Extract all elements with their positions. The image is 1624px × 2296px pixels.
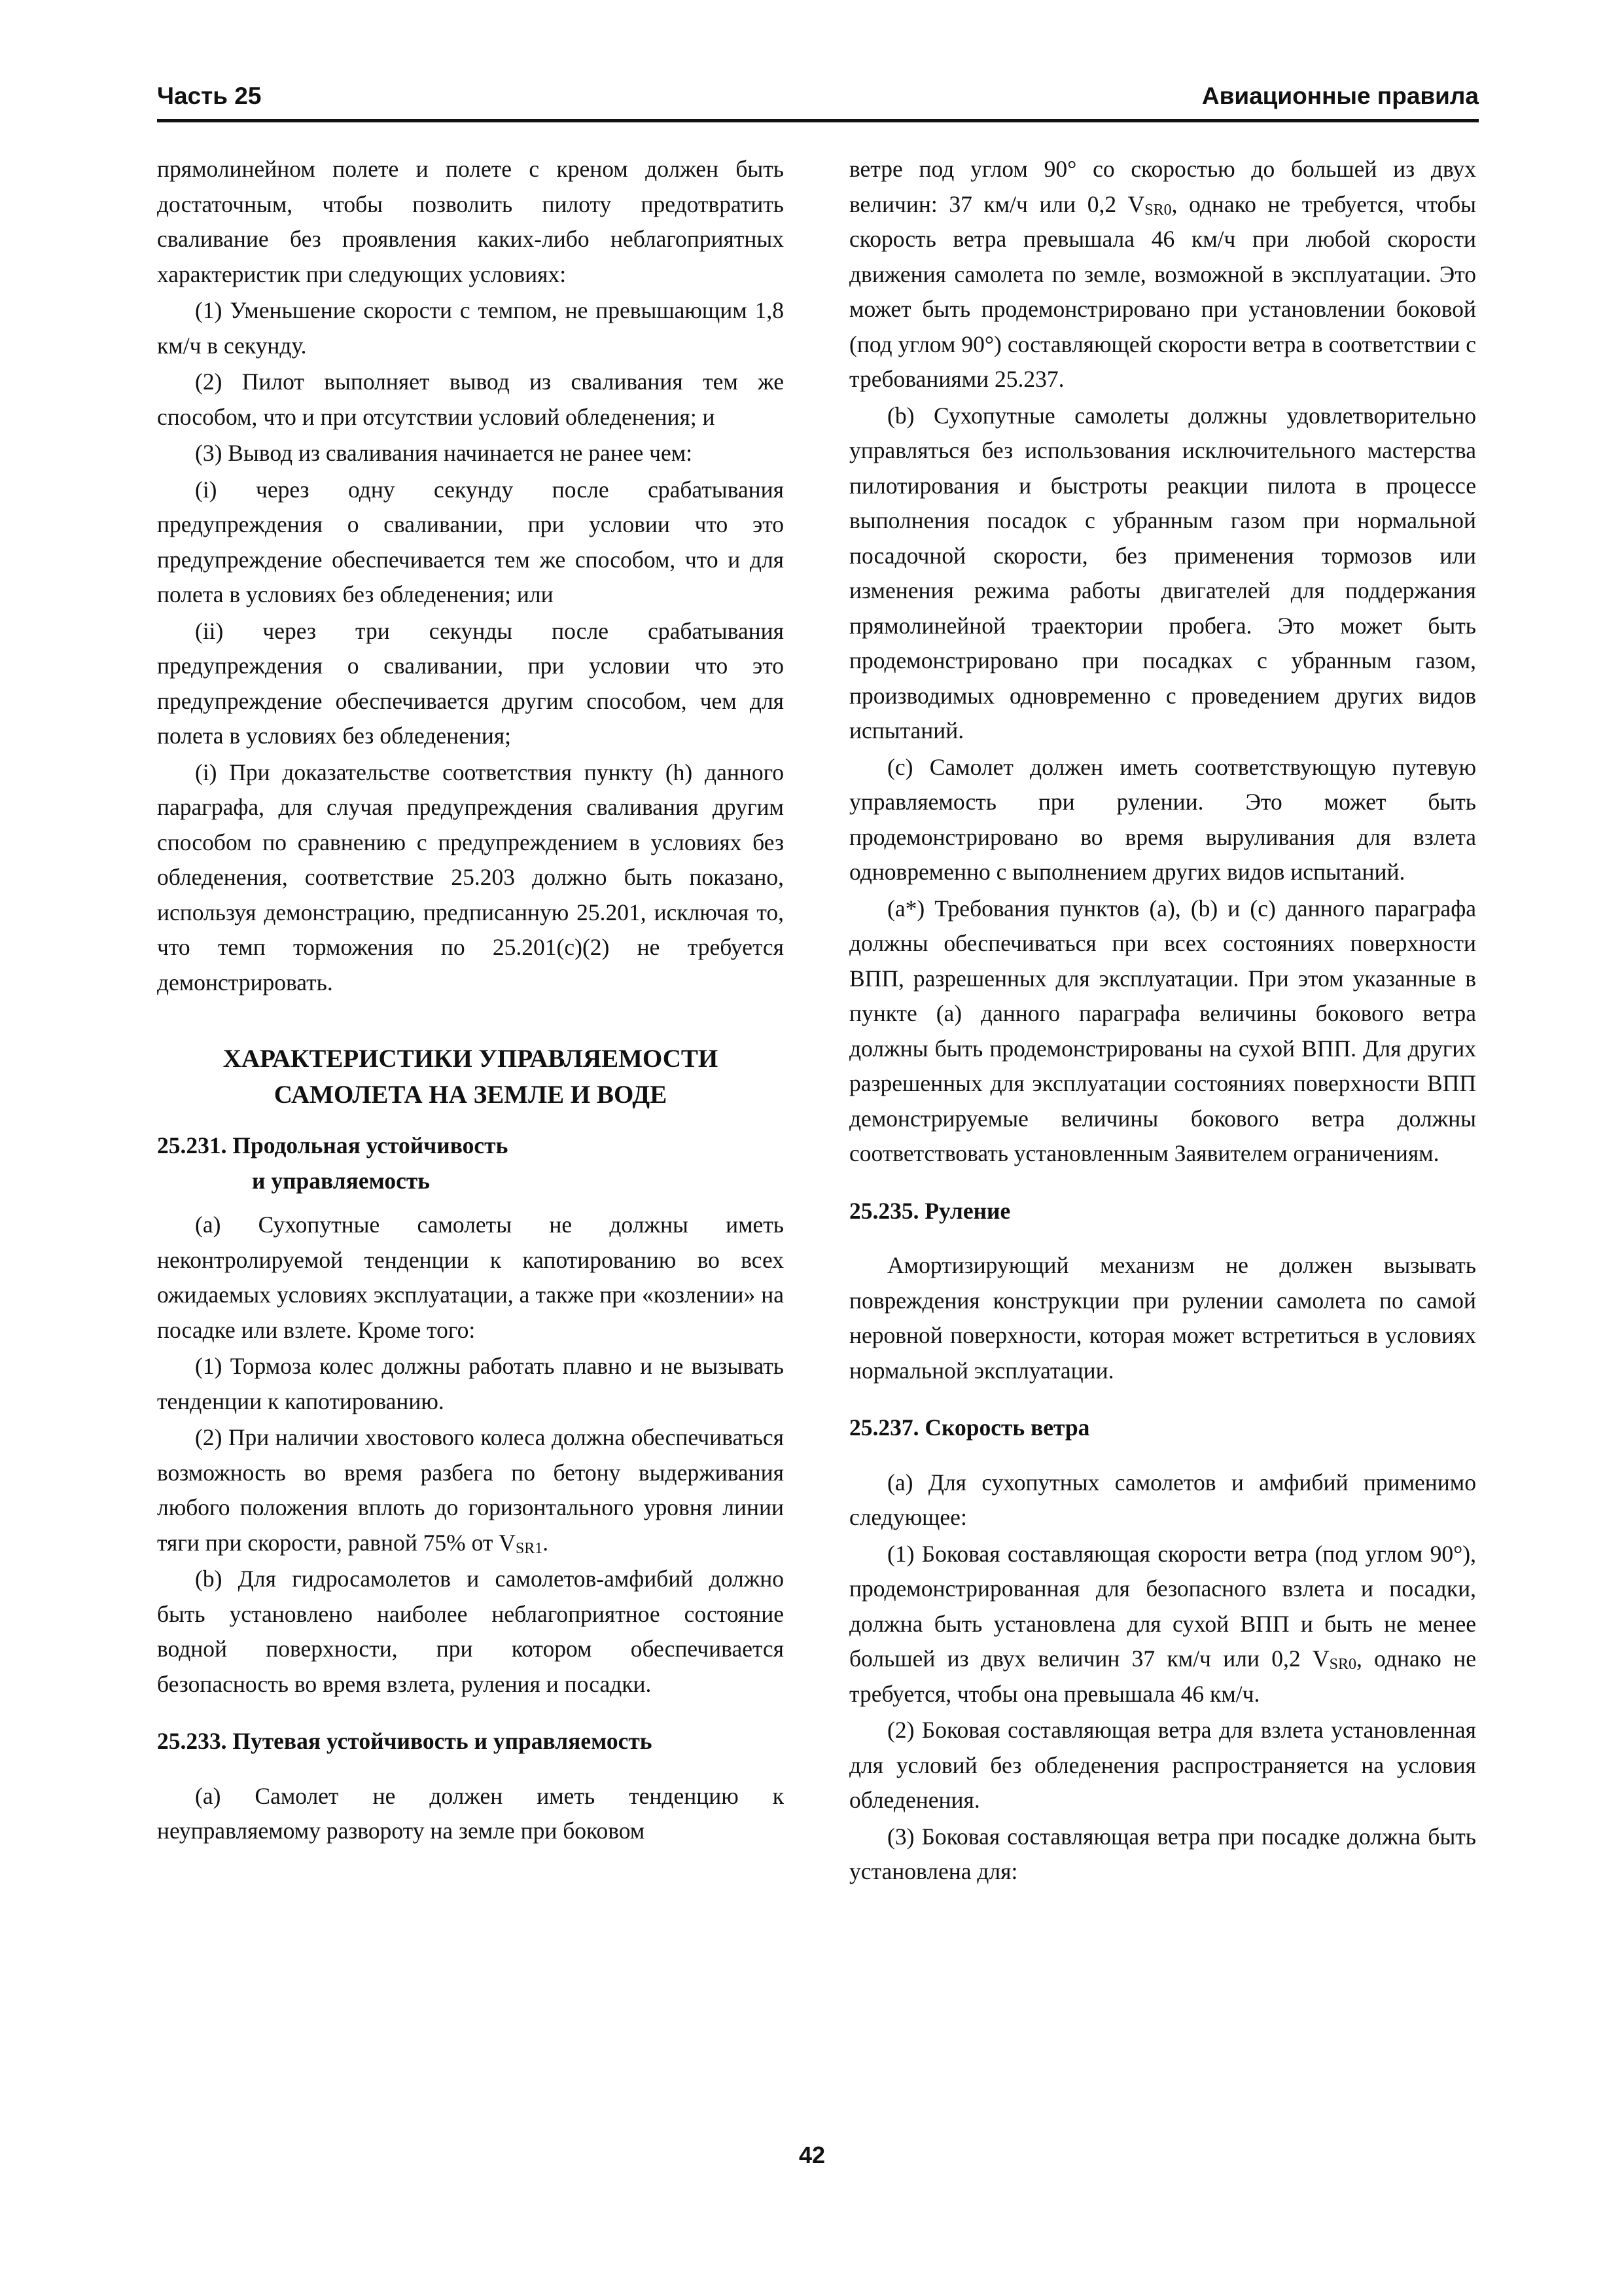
paragraph: (3) Вывод из сваливания начинается не ранее чем: bbox=[195, 440, 693, 466]
paragraph: (2) Пилот выполняет вывод из сваливания тем же способом, что и при отсутствии условий обледенения; и bbox=[157, 368, 784, 430]
section-title-line1: ХАРАКТЕРИСТИКИ УПРАВЛЯЕМОСТИ bbox=[222, 1045, 718, 1073]
paragraph: (i) через одну секунду после срабатывания предупреждения о сваливании, при условии что это предупреждение обеспечивается тем же способом, что и для полета в условиях без обледенения; или bbox=[157, 476, 784, 607]
paragraph-text: (2) При наличии хвостового колеса должна обеспечиваться возможность во время разбега по бетону выдерживания любого положения вплоть до горизонтального уровня линии тяги при скорости, равной 75% от V bbox=[157, 1424, 784, 1556]
paragraph: (a) Для сухопутных самолетов и амфибий применимо следующее: bbox=[849, 1469, 1476, 1530]
article-heading-25-233: 25.233. Путевая устойчивость и управляемость bbox=[157, 1728, 652, 1754]
paragraph: прямолинейном полете и полете с креном должен быть достаточным, чтобы позволить пилоту предотвратить сваливание без проявления каких-либо неблагоприятных характеристик при следующих условиях: bbox=[157, 156, 784, 287]
paragraph: (2) Боковая составляющая ветра для взлета установленная для условий без обледенения распространяется на условия обледенения. bbox=[849, 1717, 1476, 1813]
header-part-label: Часть 25 bbox=[157, 82, 262, 109]
article-heading-25-231 bbox=[157, 1128, 784, 1198]
page-header bbox=[157, 77, 1479, 122]
page-number: 42 bbox=[798, 2142, 826, 2168]
subscript: SR0 bbox=[1144, 201, 1172, 219]
article-heading-line2: и управляемость bbox=[252, 1167, 431, 1194]
subscript: SR0 bbox=[1329, 1656, 1356, 1673]
paragraph: (a) Самолет не должен иметь тенденцию к неуправляемому развороту на земле при боковом bbox=[157, 1782, 784, 1844]
header-document-title: Авиационные правила bbox=[1201, 82, 1479, 109]
right-column bbox=[849, 152, 1476, 1891]
paragraph: (3) Боковая составляющая ветра при посадке должна быть установлена для: bbox=[849, 1823, 1476, 1884]
left-column bbox=[157, 152, 784, 1850]
article-heading-line1: 25.231. Продольная устойчивость bbox=[157, 1132, 508, 1158]
paragraph: Амортизирующий механизм не должен вызывать повреждения конструкции при рулении самолета по самой неровной поверхности, которая может встретиться в условиях нормальной эксплуатации. bbox=[849, 1252, 1476, 1384]
paragraph-text: , однако не требуется, чтобы скорость ветра превышала 46 км/ч при любой скорости движения самолета по земле, возможной в эксплуатации. Это может быть продемонстрировано при установлении боковой (под углом 90°) составляющей скорости ветра в соответствии с требованиями 25.237. bbox=[849, 190, 1476, 392]
paragraph bbox=[849, 152, 1476, 397]
paragraph: (1) Тормоза колес должны работать плавно и не вызывать тенденции к капотированию. bbox=[157, 1353, 784, 1414]
paragraph: (a*) Требования пунктов (a), (b) и (c) данного параграфа должны обеспечиваться при всех состояниях поверхности ВПП, разрешенных для эксплуатации. При этом указанные в пункте (a) данного параграфа величины бокового ветра должны быть продемонстрированы на сухой ВПП. Для других разрешенных для эксплуатации состояниях поверхности ВПП демонстрируемые величины бокового ветра должны соответствовать установленным Заявителем ограничениям. bbox=[849, 895, 1476, 1166]
paragraph: (a) Сухопутные самолеты не должны иметь неконтролируемой тенденции к капотированию во всех ожидаемых условиях эксплуатации, а также при «козлении» на посадке или взлете. Кроме того: bbox=[157, 1211, 784, 1343]
paragraph: (c) Самолет должен иметь соответствующую путевую управляемость при рулении. Это может быть продемонстрировано во время выруливания для взлета одновременно с выполнением других видов испытаний. bbox=[849, 753, 1476, 885]
section-title-line2: САМОЛЕТА НА ЗЕМЛЕ И ВОДЕ bbox=[274, 1081, 667, 1109]
article-heading-25-235: 25.235. Руление bbox=[849, 1197, 1011, 1224]
paragraph: (ii) через три секунды после срабатывания предупреждения о сваливании, при условии что это предупреждение обеспечивается другим способом, чем для полета в условиях без обледенения; bbox=[157, 617, 784, 749]
paragraph-text: . bbox=[542, 1529, 549, 1556]
paragraph: (1) Уменьшение скорости с темпом, не превышающим 1,8 км/ч в секунду. bbox=[157, 297, 784, 359]
subscript: SR1 bbox=[515, 1539, 543, 1557]
paragraph-text: , однако не требуется, чтобы она превышала 46 км/ч. bbox=[849, 1645, 1477, 1707]
paragraph: (b) Сухопутные самолеты должны удовлетворительно управляться без использования исключительного мастерства пилотирования и быстроты реакции пилота в процессе выполнения посадок с убранным газом при нормальной посадочной скорости, без применения тормозов или изменения режима работы двигателей для поддержания прямолинейной траектории пробега. Это может быть продемонстрировано при посадках с убранным газом, производимых одновременно с проведением других видов испытаний. bbox=[849, 402, 1476, 744]
section-title bbox=[157, 1041, 784, 1113]
paragraph-text: ветре под углом 90° со скоростью до большей из двух величин: 37 км/ч или 0,2 V bbox=[849, 156, 1476, 217]
article-heading-25-237: 25.237. Скорость ветра bbox=[849, 1414, 1090, 1441]
paragraph bbox=[157, 1420, 784, 1560]
paragraph-text: (1) Боковая составляющая скорости ветра (под углом 90°), продемонстрированная для безопасного взлета и посадки, должна быть установлена для сухой ВПП и быть не менее большей из двух величин 37 км/ч или 0,2 V bbox=[849, 1540, 1476, 1672]
paragraph: (b) Для гидросамолетов и самолетов-амфибий должно быть установлено наиболее неблагоприятное состояние водной поверхности, при котором обеспечивается безопасность во время взлета, руления и посадки. bbox=[157, 1566, 784, 1697]
paragraph bbox=[849, 1537, 1476, 1712]
paragraph: (i) При доказательстве соответствия пункту (h) данного параграфа, для случая предупреждения сваливания другим способом по сравнению с предупреждением в условиях без обледенения, соответствие 25.203 должно быть показано, используя демонстрацию, предписанную 25.201, исключая то, что темп торможения по 25.201(c)(2) не требуется демонстрировать. bbox=[157, 759, 784, 996]
